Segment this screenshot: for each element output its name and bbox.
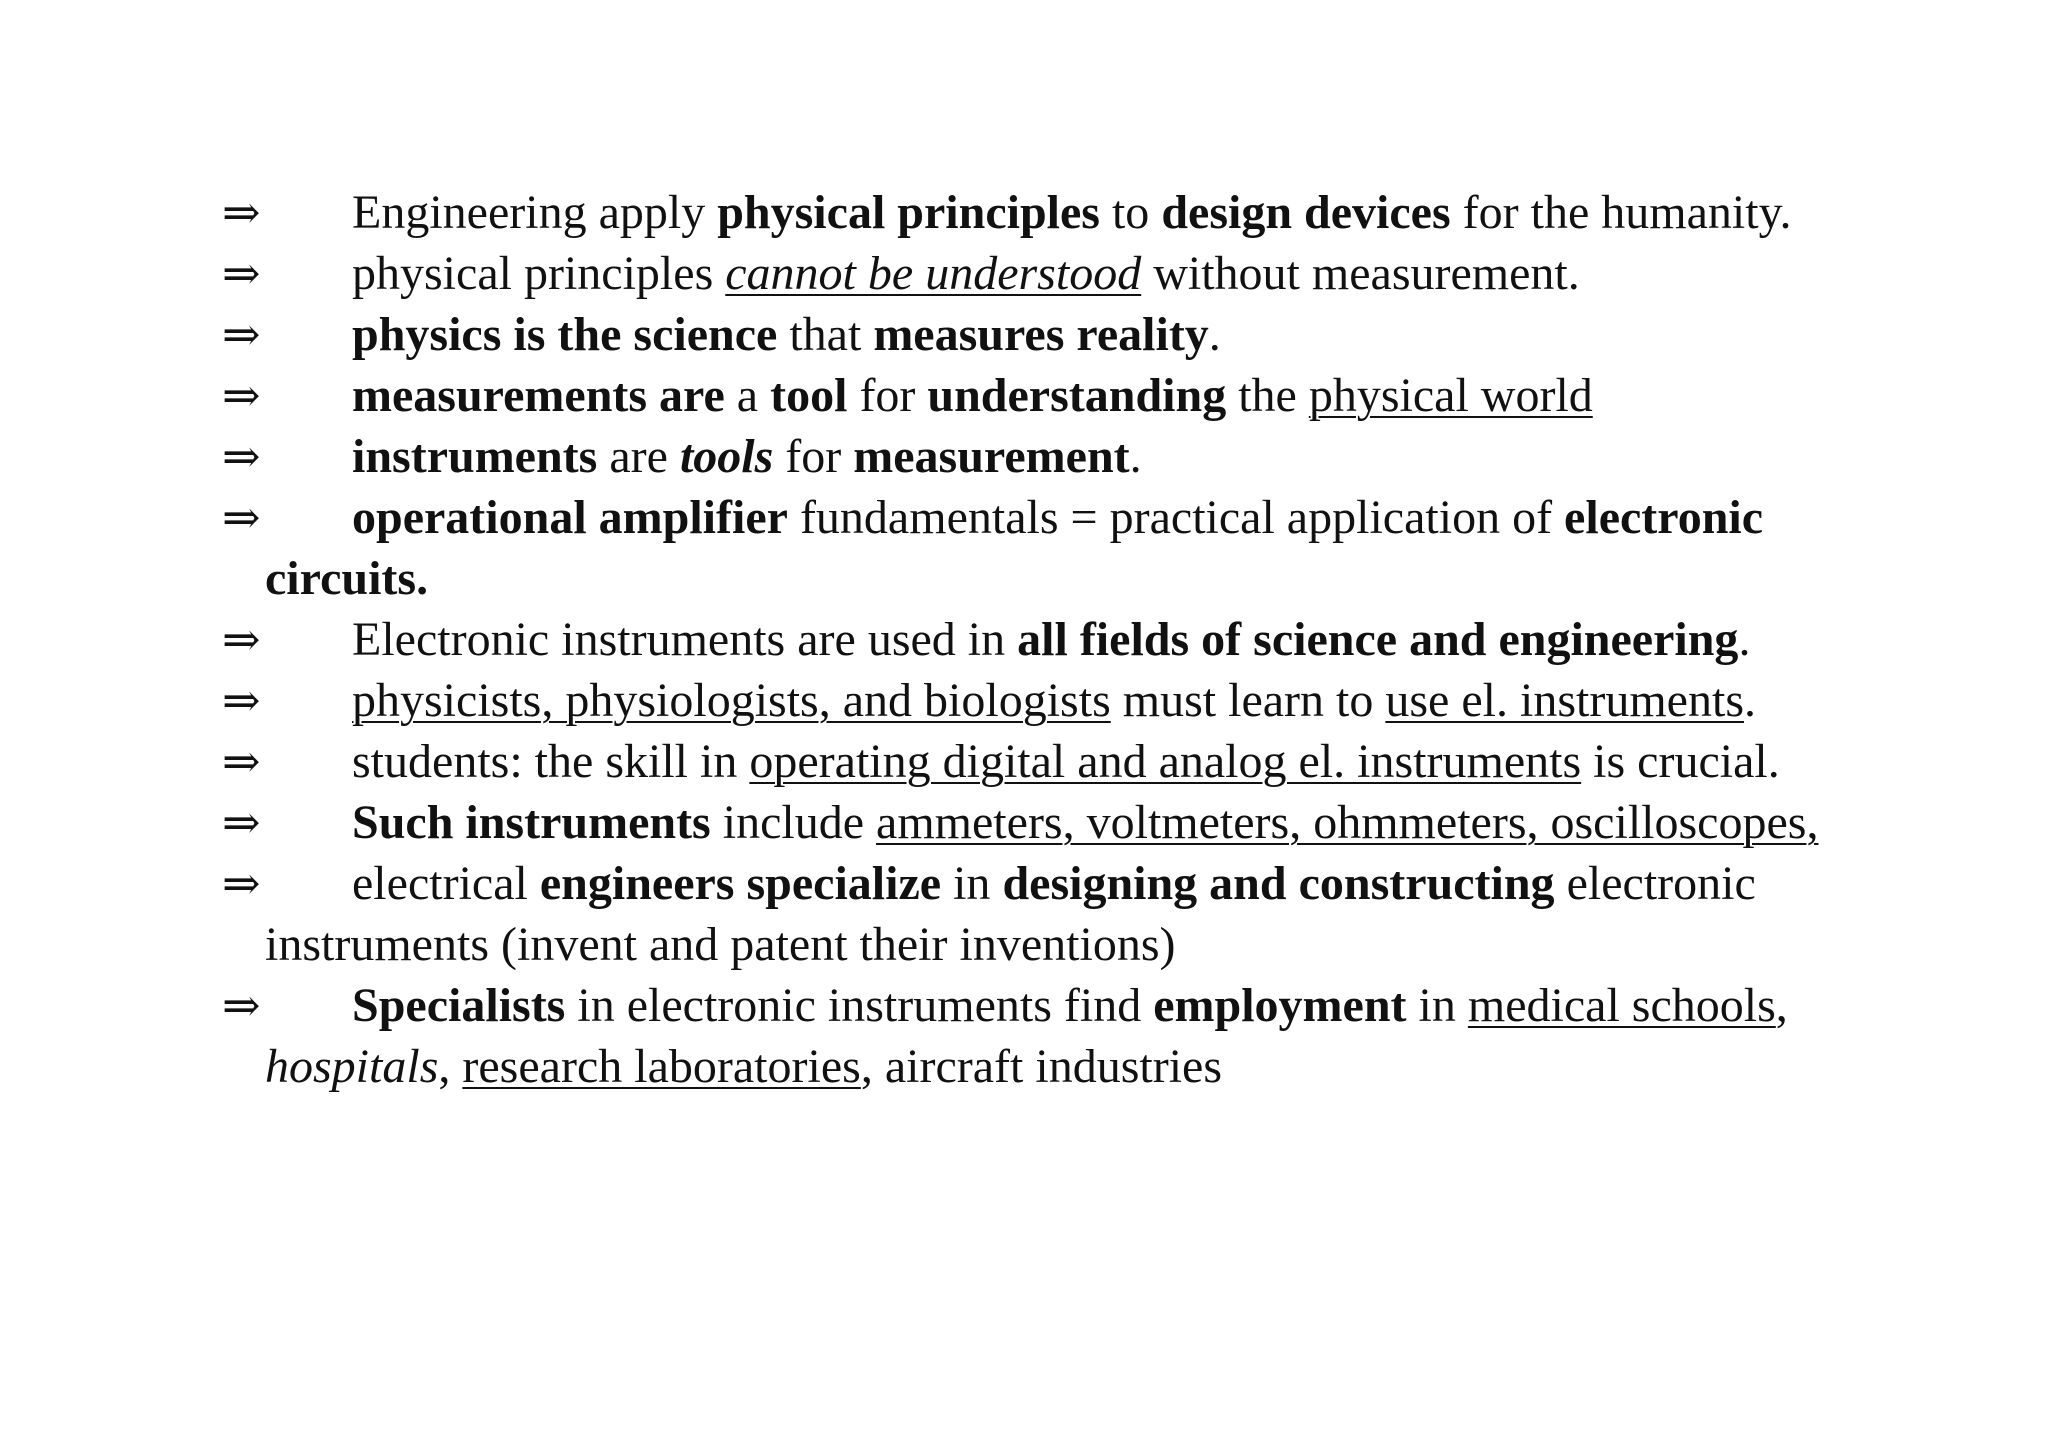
text-segment: physics is the science bbox=[352, 308, 778, 361]
text-segment: must learn to bbox=[1110, 674, 1386, 727]
text-segment: in bbox=[941, 857, 1003, 910]
text-segment: electronic circuits. bbox=[265, 491, 1764, 605]
bullet-text bbox=[265, 304, 1902, 365]
bullet-text bbox=[265, 426, 1902, 487]
bullet-text bbox=[265, 182, 1902, 243]
double-arrow-icon: ⇒ bbox=[222, 370, 261, 421]
text-segment: is crucial. bbox=[1581, 735, 1780, 788]
text-segment: Engineering apply bbox=[352, 186, 718, 239]
text-segment: physicists, physiologists, and biologists bbox=[352, 674, 1111, 727]
text-segment: include bbox=[710, 796, 877, 849]
text-segment: designing and constructing bbox=[1002, 857, 1555, 910]
text-segment: physical world bbox=[1308, 369, 1593, 422]
bullet-text bbox=[265, 670, 1902, 731]
double-arrow-icon: ⇒ bbox=[222, 309, 261, 360]
text-segment: students: the skill in bbox=[352, 735, 750, 788]
text-segment: electronic instruments (invent and patent their inventions) bbox=[265, 857, 1756, 971]
text-segment: in bbox=[1406, 979, 1468, 1032]
text-segment: ammeters, voltmeters, ohmmeters, oscilloscopes, bbox=[876, 796, 1819, 849]
text-segment: engineers specialize bbox=[539, 857, 942, 910]
text-segment: for bbox=[773, 430, 854, 483]
double-arrow-icon: ⇒ bbox=[222, 187, 261, 238]
bullet-text bbox=[265, 792, 1902, 853]
bullet-item bbox=[222, 853, 1902, 975]
bullet-text bbox=[265, 243, 1902, 304]
double-arrow-icon: ⇒ bbox=[222, 248, 261, 299]
bullet-text bbox=[265, 731, 1902, 792]
text-segment: are bbox=[597, 430, 680, 483]
text-segment: . bbox=[1129, 430, 1142, 483]
bullet-text bbox=[265, 609, 1902, 670]
text-segment: measurement bbox=[853, 430, 1130, 483]
text-segment: all fields of science and engineering bbox=[1017, 613, 1739, 666]
bullet-text bbox=[265, 975, 1902, 1097]
text-segment: research laboratories bbox=[462, 1040, 861, 1093]
text-segment: . bbox=[1208, 308, 1221, 361]
bullet-item bbox=[222, 487, 1902, 609]
text-segment: without measurement. bbox=[1141, 247, 1580, 300]
text-segment: tools bbox=[679, 430, 774, 483]
double-arrow-icon: ⇒ bbox=[222, 614, 261, 665]
text-segment: electrical bbox=[352, 857, 540, 910]
text-segment: to bbox=[1099, 186, 1162, 239]
bullet-item bbox=[222, 426, 1902, 487]
text-segment: Such instruments bbox=[352, 796, 711, 849]
bullet-item bbox=[222, 182, 1902, 243]
text-segment: . bbox=[1744, 674, 1756, 727]
bullet-item bbox=[222, 304, 1902, 365]
text-segment: Electronic instruments are used in bbox=[352, 613, 1018, 666]
bullet-list bbox=[222, 182, 1902, 1097]
text-segment: for the humanity. bbox=[1450, 186, 1792, 239]
text-segment: measurements are bbox=[352, 369, 725, 422]
bullet-text bbox=[265, 853, 1902, 975]
bullet-item bbox=[222, 975, 1902, 1097]
bullet-item bbox=[222, 365, 1902, 426]
text-segment: Specialists bbox=[352, 979, 566, 1032]
text-segment: operating digital and analog el. instruments bbox=[749, 735, 1582, 788]
bullet-text bbox=[265, 487, 1902, 609]
text-segment: employment bbox=[1153, 979, 1407, 1032]
text-segment: medical schools bbox=[1467, 979, 1776, 1032]
text-segment: physical principles bbox=[352, 247, 726, 300]
text-segment: use el. instruments bbox=[1385, 674, 1744, 727]
text-segment: instruments bbox=[352, 430, 598, 483]
text-segment: a bbox=[724, 369, 771, 422]
text-segment: hospitals bbox=[265, 1040, 439, 1093]
bullet-item bbox=[222, 670, 1902, 731]
bullet-item bbox=[222, 243, 1902, 304]
double-arrow-icon: ⇒ bbox=[222, 492, 261, 543]
text-segment: measures reality bbox=[873, 308, 1209, 361]
text-segment: , aircraft industries bbox=[860, 1040, 1223, 1093]
text-segment: cannot be understood bbox=[725, 247, 1142, 300]
text-segment: design devices bbox=[1161, 186, 1451, 239]
text-segment: the bbox=[1226, 369, 1309, 422]
text-segment: tool bbox=[770, 369, 848, 422]
text-segment: understanding bbox=[927, 369, 1227, 422]
double-arrow-icon: ⇒ bbox=[222, 736, 261, 787]
bullet-item bbox=[222, 731, 1902, 792]
text-segment: , bbox=[1775, 979, 1788, 1032]
double-arrow-icon: ⇒ bbox=[222, 980, 261, 1031]
text-segment: , bbox=[438, 1040, 463, 1093]
double-arrow-icon: ⇒ bbox=[222, 858, 261, 909]
text-segment: physical principles bbox=[717, 186, 1100, 239]
text-segment: . bbox=[1738, 613, 1751, 666]
text-segment: in electronic instruments find bbox=[565, 979, 1154, 1032]
text-segment: for bbox=[847, 369, 928, 422]
text-segment: that bbox=[777, 308, 874, 361]
bullet-item bbox=[222, 792, 1902, 853]
double-arrow-icon: ⇒ bbox=[222, 431, 261, 482]
bullet-item bbox=[222, 609, 1902, 670]
text-segment: fundamentals = practical application of bbox=[787, 491, 1565, 544]
bullet-text bbox=[265, 365, 1902, 426]
double-arrow-icon: ⇒ bbox=[222, 797, 261, 848]
text-segment: operational amplifier bbox=[352, 491, 788, 544]
double-arrow-icon: ⇒ bbox=[222, 675, 261, 726]
